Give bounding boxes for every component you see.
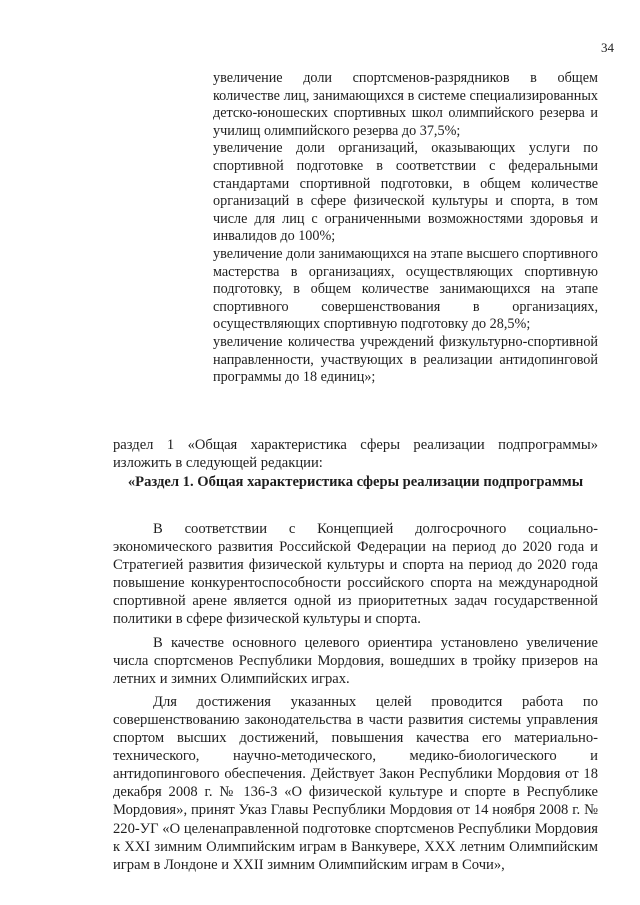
- body-paragraph: Для достижения указанных целей проводится работа по совершенствованию законодательства в части развития системы управления спортом высших достижений, повышения качества его материально-технического, научно-методического, медико-биологического и антидопингового обеспечения. Действует Закон Республики Мордовия от 18 декабря 2008 г. № 136-З «О физической культуре и спорте в Республике Мордовия», принят Указ Главы Республики Мордовия от 14 ноября 2008 г. № 220-УГ «О целенаправленной подготовке спортсменов Республики Мордовия к XXI зимним Олимпийским играм в Ванкувере, XXX летним Олимпийским играм в Лондоне и XXII зимним Олимпийским играм в Сочи»,: [113, 693, 598, 873]
- body-paragraph: В качестве основного целевого ориентира установлено увеличение числа спортсменов Республики Мордовия, вошедших в тройку призеров на летних и зимних Олимпийских играх.: [113, 634, 598, 687]
- amendment-instruction: раздел 1 «Общая характеристика сферы реализации подпрограммы» изложить в следующей редакции:: [113, 437, 598, 471]
- target-item: увеличение количества учреждений физкультурно-спортивной направленности, участвующих в реализации антидопинговой программы до 18 единиц»;: [213, 333, 598, 386]
- section-body: [113, 520, 598, 879]
- target-indicators-list: [213, 70, 598, 387]
- section-heading: «Раздел 1. Общая характеристика сферы реализации подпрограммы: [127, 474, 584, 490]
- target-item: увеличение доли спортсменов-разрядников в общем количестве лиц, занимающихся в системе специализированных детско-юношеских спортивных школ олимпийского резерва и училищ олимпийского резерва до 37,5%;: [213, 70, 598, 139]
- target-item: увеличение доли организаций, оказывающих услуги по спортивной подготовке в соответствии с федеральными стандартами спортивной подготовки, в общем количестве организаций в сфере физической культуры и спорта, в том числе для лиц с ограниченными возможностями здоровья и инвалидов до 100%;: [213, 140, 598, 245]
- target-item: увеличение доли занимающихся на этапе высшего спортивного мастерства в организациях, осуществляющих спортивную подготовку, в общем количестве занимающихся на этапе спортивного совершенствования в организациях, осуществляющих спортивную подготовку до 28,5%;: [213, 245, 598, 333]
- body-paragraph: В соответствии с Концепцией долгосрочного социально-экономического развития Российской Федерации на период до 2020 года и Стратегией развития физической культуры и спорта на период до 2020 года повышение конкурентоспособности российского спорта на международной спортивной арене является одной из приоритетных задач государственной политики в сфере физической культуры и спорта.: [113, 521, 598, 628]
- page-number: 34: [601, 40, 614, 55]
